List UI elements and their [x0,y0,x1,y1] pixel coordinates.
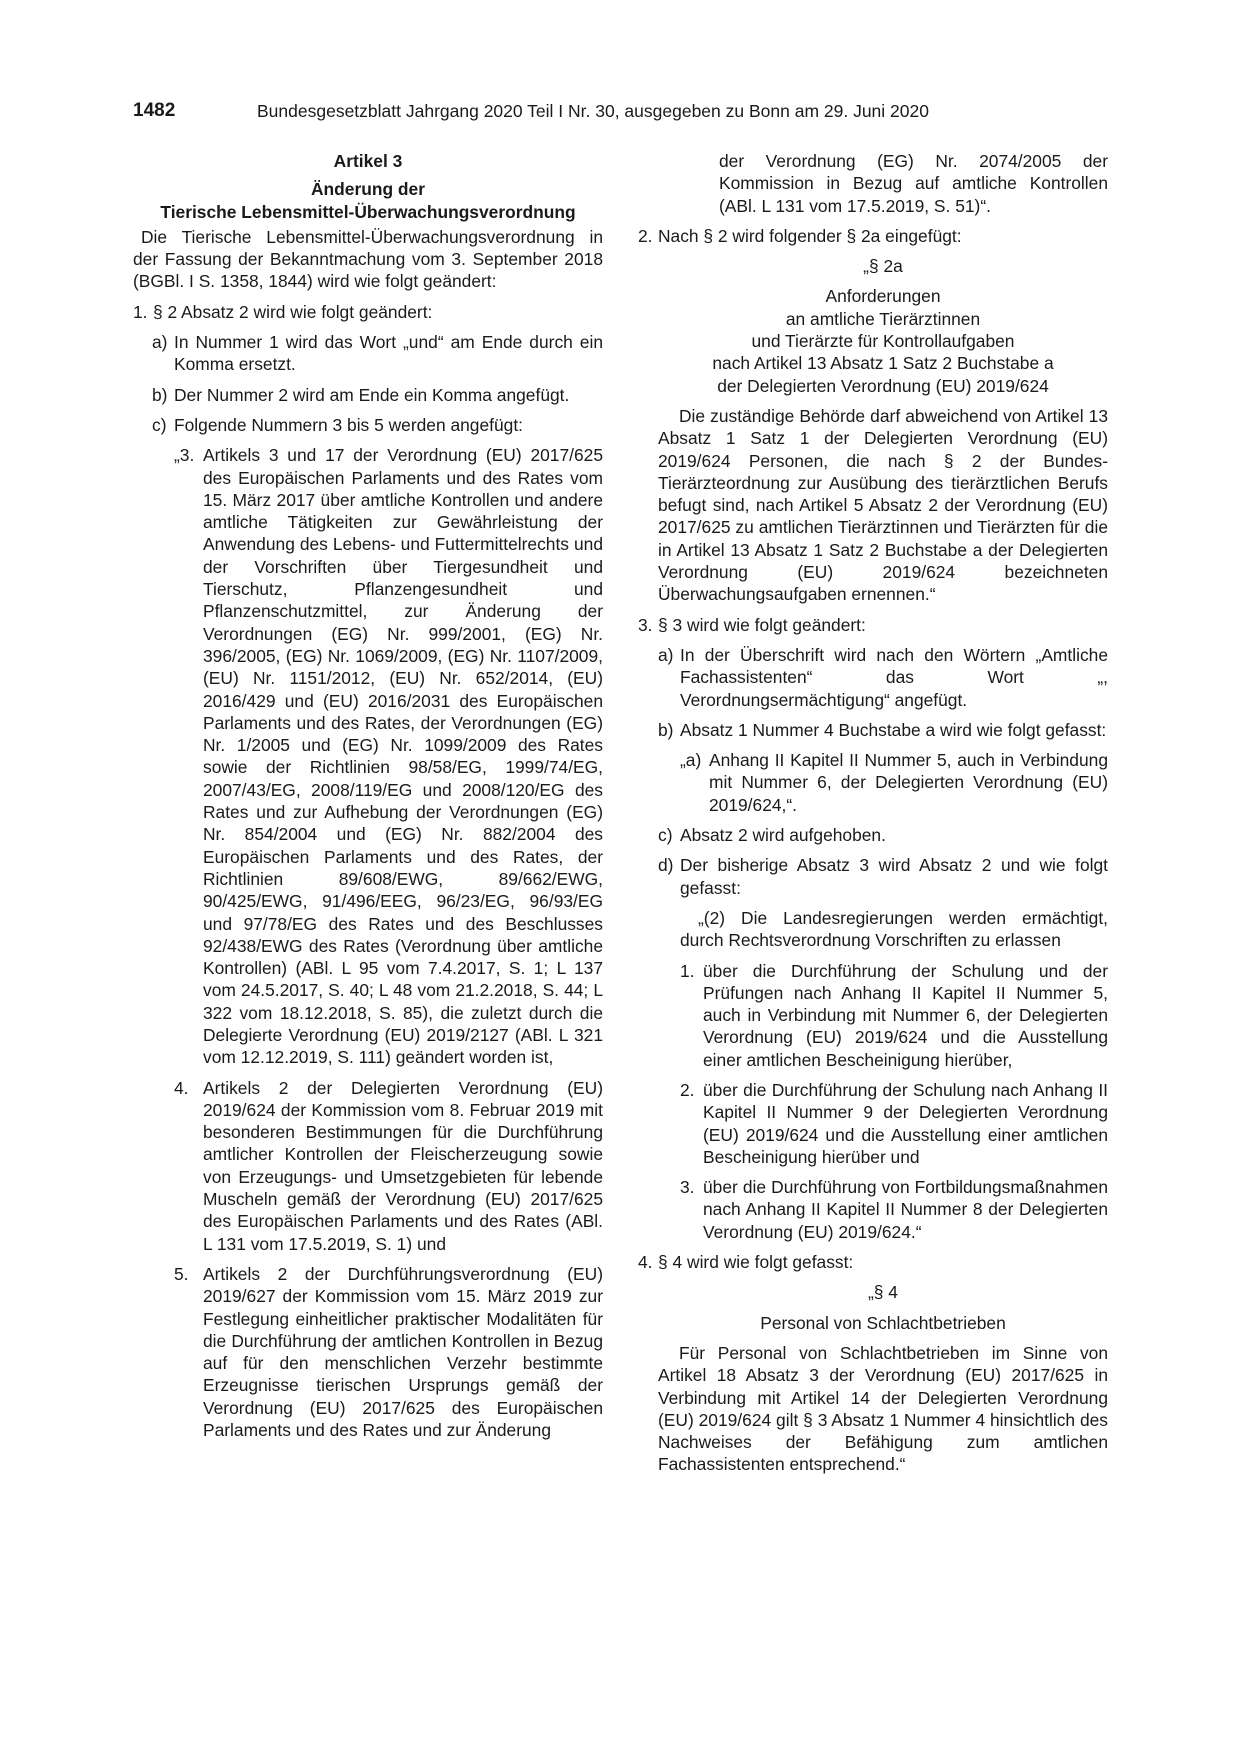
list-label: a) [152,332,168,353]
sub-item-c [638,824,1108,846]
section-2a [638,255,1108,605]
list-label: d) [658,855,674,876]
quoted-number-3 [638,1176,1108,1243]
list-label: c) [658,825,673,846]
list-text: Artikels 3 und 17 der Verordnung (EU) 2017/625 des Europäischen Parlaments und des Rates vom 15. März 2017 über amtliche Kontrollen und andere amtliche Tätigkeiten zur Gewährleistung der Anwendung des Lebens- und Futtermittelrechts und der Vorschriften über Tiergesundheit und Tierschutz, Pflanzengesundheit und Pflanzenschutzmittel, zur Änderung der Verordnungen (EG) Nr. 999/2001, (EG) Nr. 396/2005, (EG) Nr. 1069/2009, (EG) Nr. 1107/2009, (EU) Nr. 1151/2012, (EU) Nr. 652/2014, (EU) 2016/429 und (EU) 2016/2031 des Europäischen Parlaments und des Rates, der Verordnungen (EG) Nr. 1/2005 und (EG) Nr. 1099/2009 des Rates sowie der Richtlinien 98/58/EG, 1999/74/EG, 2007/43/EG, 2008/119/EG und 2008/120/EG des Rates und zur Aufhebung der Verordnungen (EG) Nr. 854/2004 und (EG) Nr. 882/2004 des Europäischen Parlaments und des Rates, der Richtlinien 89/608/EWG, 89/662/EWG, 90/425/EWG, 91/496/EEG, 96/23/EG, 96/93/EG und 97/78/EG des Rates und des Beschlusses 92/438/EWG des Rates (Verordnung über amtliche Kontrollen) (ABl. L 95 vom 7.4.2017, S. 1; L 137 vom 24.5.2017, S. 40; L 48 vom 21.2.2018, S. 44; L 322 vom 18.12.2018, S. 85), die zuletzt durch die Delegierte Verordnung (EU) 2019/2127 (ABl. L 321 vom 12.12.2019, S. 111) geändert worden ist, [203,445,603,1068]
sub-item-b [133,384,603,406]
inserted-number-3 [133,444,603,1068]
list-text: In Nummer 1 wird das Wort „und“ am Ende durch ein Komma ersetzt. [174,332,603,375]
section-2a-text: Die zuständige Behörde darf abweichend von Artikel 13 Absatz 1 Satz 1 der Delegierten Verordnung (EU) 2019/624 Personen, die nach § 2 der Bundes-Tierärzteordnung zur Ausübung des tierärztlichen Berufs befugt sind, nach Artikel 5 Absatz 2 der Verordnung (EU) 2017/625 zu amtlichen Tierärztinnen und Tierärzten für die in Artikel 13 Absatz 1 Satz 2 Buchstabe a der Delegierten Verordnung (EU) 2019/624 bezeichneten Überwachungsaufgaben ernennen.“ [658,405,1108,605]
section-2a-heading-1: Anforderungen [825,286,941,307]
list-label: 2. [680,1079,695,1100]
intro-paragraph: Die Tierische Lebensmittel-Überwachungsverordnung in der Fassung der Bekanntmachung vom 3. September 2018 (BGBl. I S. 1358, 1844) wird wie folgt geändert: [133,226,603,292]
sub-item-b [638,719,1108,741]
section-2a-number: „§ 2a [863,256,903,277]
section-2a-heading-5: der Delegierten Verordnung (EU) 2019/624 [717,375,1049,396]
quoted-number-1 [638,960,1108,1071]
left-column [133,150,603,1441]
sub-item-d [638,854,1108,899]
section-2a-heading-3: und Tierärzte für Kontrollaufgaben [751,331,1015,352]
sub-item-a [638,644,1108,711]
section-2a-heading-4: nach Artikel 13 Absatz 1 Satz 2 Buchstabe a [712,353,1054,374]
section-4 [638,1281,1108,1475]
list-text: über die Durchführung der Schulung nach Anhang II Kapitel II Nummer 9 der Delegierten Verordnung (EU) 2019/624 und die Ausstellung einer amtlichen Bescheinigung hierüber und [703,1079,1108,1167]
list-label: „a) [680,750,702,771]
paragraph-2-quote: „(2) Die Landesregierungen werden ermächtigt, durch Rechtsverordnung Vorschriften zu erlassen [680,907,1108,951]
list-label: c) [152,414,167,435]
list-item-4 [638,1251,1108,1273]
list-text: Nach § 2 wird folgender § 2a eingefügt: [658,225,962,246]
list-text: über die Durchführung von Fortbildungsmaßnahmen nach Anhang II Kapitel II Nummer 8 der Delegierten Verordnung (EU) 2019/624.“ [703,1177,1108,1242]
list-text: § 2 Absatz 2 wird wie folgt geändert: [153,301,433,322]
list-label: 3. [638,614,653,635]
list-text: Artikels 2 der Durchführungsverordnung (EU) 2019/627 der Kommission vom 15. März 2019 zur Festlegung einheitlicher praktischer Modalitäten für die Durchführung der amtlichen Kontrollen in Bezug auf für den menschlichen Verzehr bestimmte Erzeugnisse tierischen Ursprungs gemäß der Verordnung (EU) 2017/625 des Europäischen Parlaments und des Rates und zur Änderung [203,1263,603,1441]
section-4-text: Für Personal von Schlachtbetrieben im Sinne von Artikel 18 Absatz 3 der Verordnung (EU) 2017/625 in Verbindung mit Artikel 14 der Delegierten Verordnung (EU) 2019/624 gilt § 3 Absatz 1 Nummer 4 hinsichtlich des Nachweises der Befähigung zum amtlichen Fachassistenten entsprechend.“ [658,1342,1108,1475]
list-label: 5. [174,1263,189,1284]
section-4-number: „§ 4 [868,1282,898,1303]
list-text: Folgende Nummern 3 bis 5 werden angefügt: [174,414,523,435]
section-4-heading: Personal von Schlachtbetrieben [760,1312,1006,1333]
article-subtitle-1: Änderung der [310,179,425,200]
list-text: § 3 wird wie folgt geändert: [658,614,866,635]
list-text: Artikels 2 der Delegierten Verordnung (EU) 2019/624 der Kommission vom 8. Februar 2019 mit besonderen Bestimmungen für die Durchführung amtlicher Kontrollen der Fleischerzeugung sowie von Erzeugungs- und Umsetzgebieten für lebende Muscheln gemäß der Verordnung (EU) 2017/625 des Europäischen Parlaments und des Rates (ABl. L 131 vom 17.5.2019, S. 1) und [203,1077,603,1254]
section-2a-heading-2: an amtliche Tierärztinnen [785,308,981,329]
list-label: a) [658,644,674,665]
page-header-title: Bundesgesetzblatt Jahrgang 2020 Teil I Nr. 30, ausgegeben zu Bonn am 29. Juni 2020 [257,101,929,121]
sub-item-a [133,331,603,376]
number-5-continuation: der Verordnung (EG) Nr. 2074/2005 der Kommission in Bezug auf amtliche Kontrollen (ABl. L 131 vom 17.5.2019, S. 51)“. [719,151,1108,216]
list-label: 4. [174,1077,189,1098]
list-label: b) [152,384,168,405]
article-subtitle-2: Tierische Lebensmittel-Überwachungsverordnung [160,201,576,222]
list-label: 1. [133,301,148,322]
list-text: § 4 wird wie folgt gefasst: [658,1252,854,1273]
list-label: 1. [680,960,695,981]
list-text: In der Überschrift wird nach den Wörtern „Amtliche Fachassistenten“ das Wort „, Verordnungsermächtigung“ angefügt. [680,644,1108,710]
inserted-number-4 [133,1077,603,1255]
article-title: Artikel 3 [333,151,403,171]
list-label: 3. [680,1177,695,1198]
list-label: 4. [638,1252,653,1273]
list-text: Absatz 2 wird aufgehoben. [680,825,886,846]
list-text: über die Durchführung der Schulung und der Prüfungen nach Anhang II Kapitel II Nummer 5, auch in Verbindung mit Nummer 6, der Delegierten Verordnung (EU) 2019/624 und die Ausstellung einer amtlichen Bescheinigung hierüber, [703,960,1108,1070]
list-item-1 [133,301,603,323]
list-label: b) [658,719,674,740]
list-label: 2. [638,225,653,246]
right-column [638,150,1108,1476]
page-number: 1482 [133,100,176,121]
list-item-2 [638,225,1108,247]
list-text: Der bisherige Absatz 3 wird Absatz 2 und wie folgt gefasst: [680,855,1108,898]
sub-item-c [133,414,603,436]
list-text: Absatz 1 Nummer 4 Buchstabe a wird wie folgt gefasst: [680,719,1107,740]
inserted-number-5 [133,1263,603,1441]
list-item-3 [638,614,1108,636]
quoted-item-a [638,749,1108,816]
list-text: Der Nummer 2 wird am Ende ein Komma angefügt. [174,384,570,405]
list-text: Anhang II Kapitel II Nummer 5, auch in Verbindung mit Nummer 6, der Delegierten Verordnung (EU) 2019/624,“. [709,750,1108,815]
list-label: „3. [174,445,195,466]
quoted-number-2 [638,1079,1108,1168]
